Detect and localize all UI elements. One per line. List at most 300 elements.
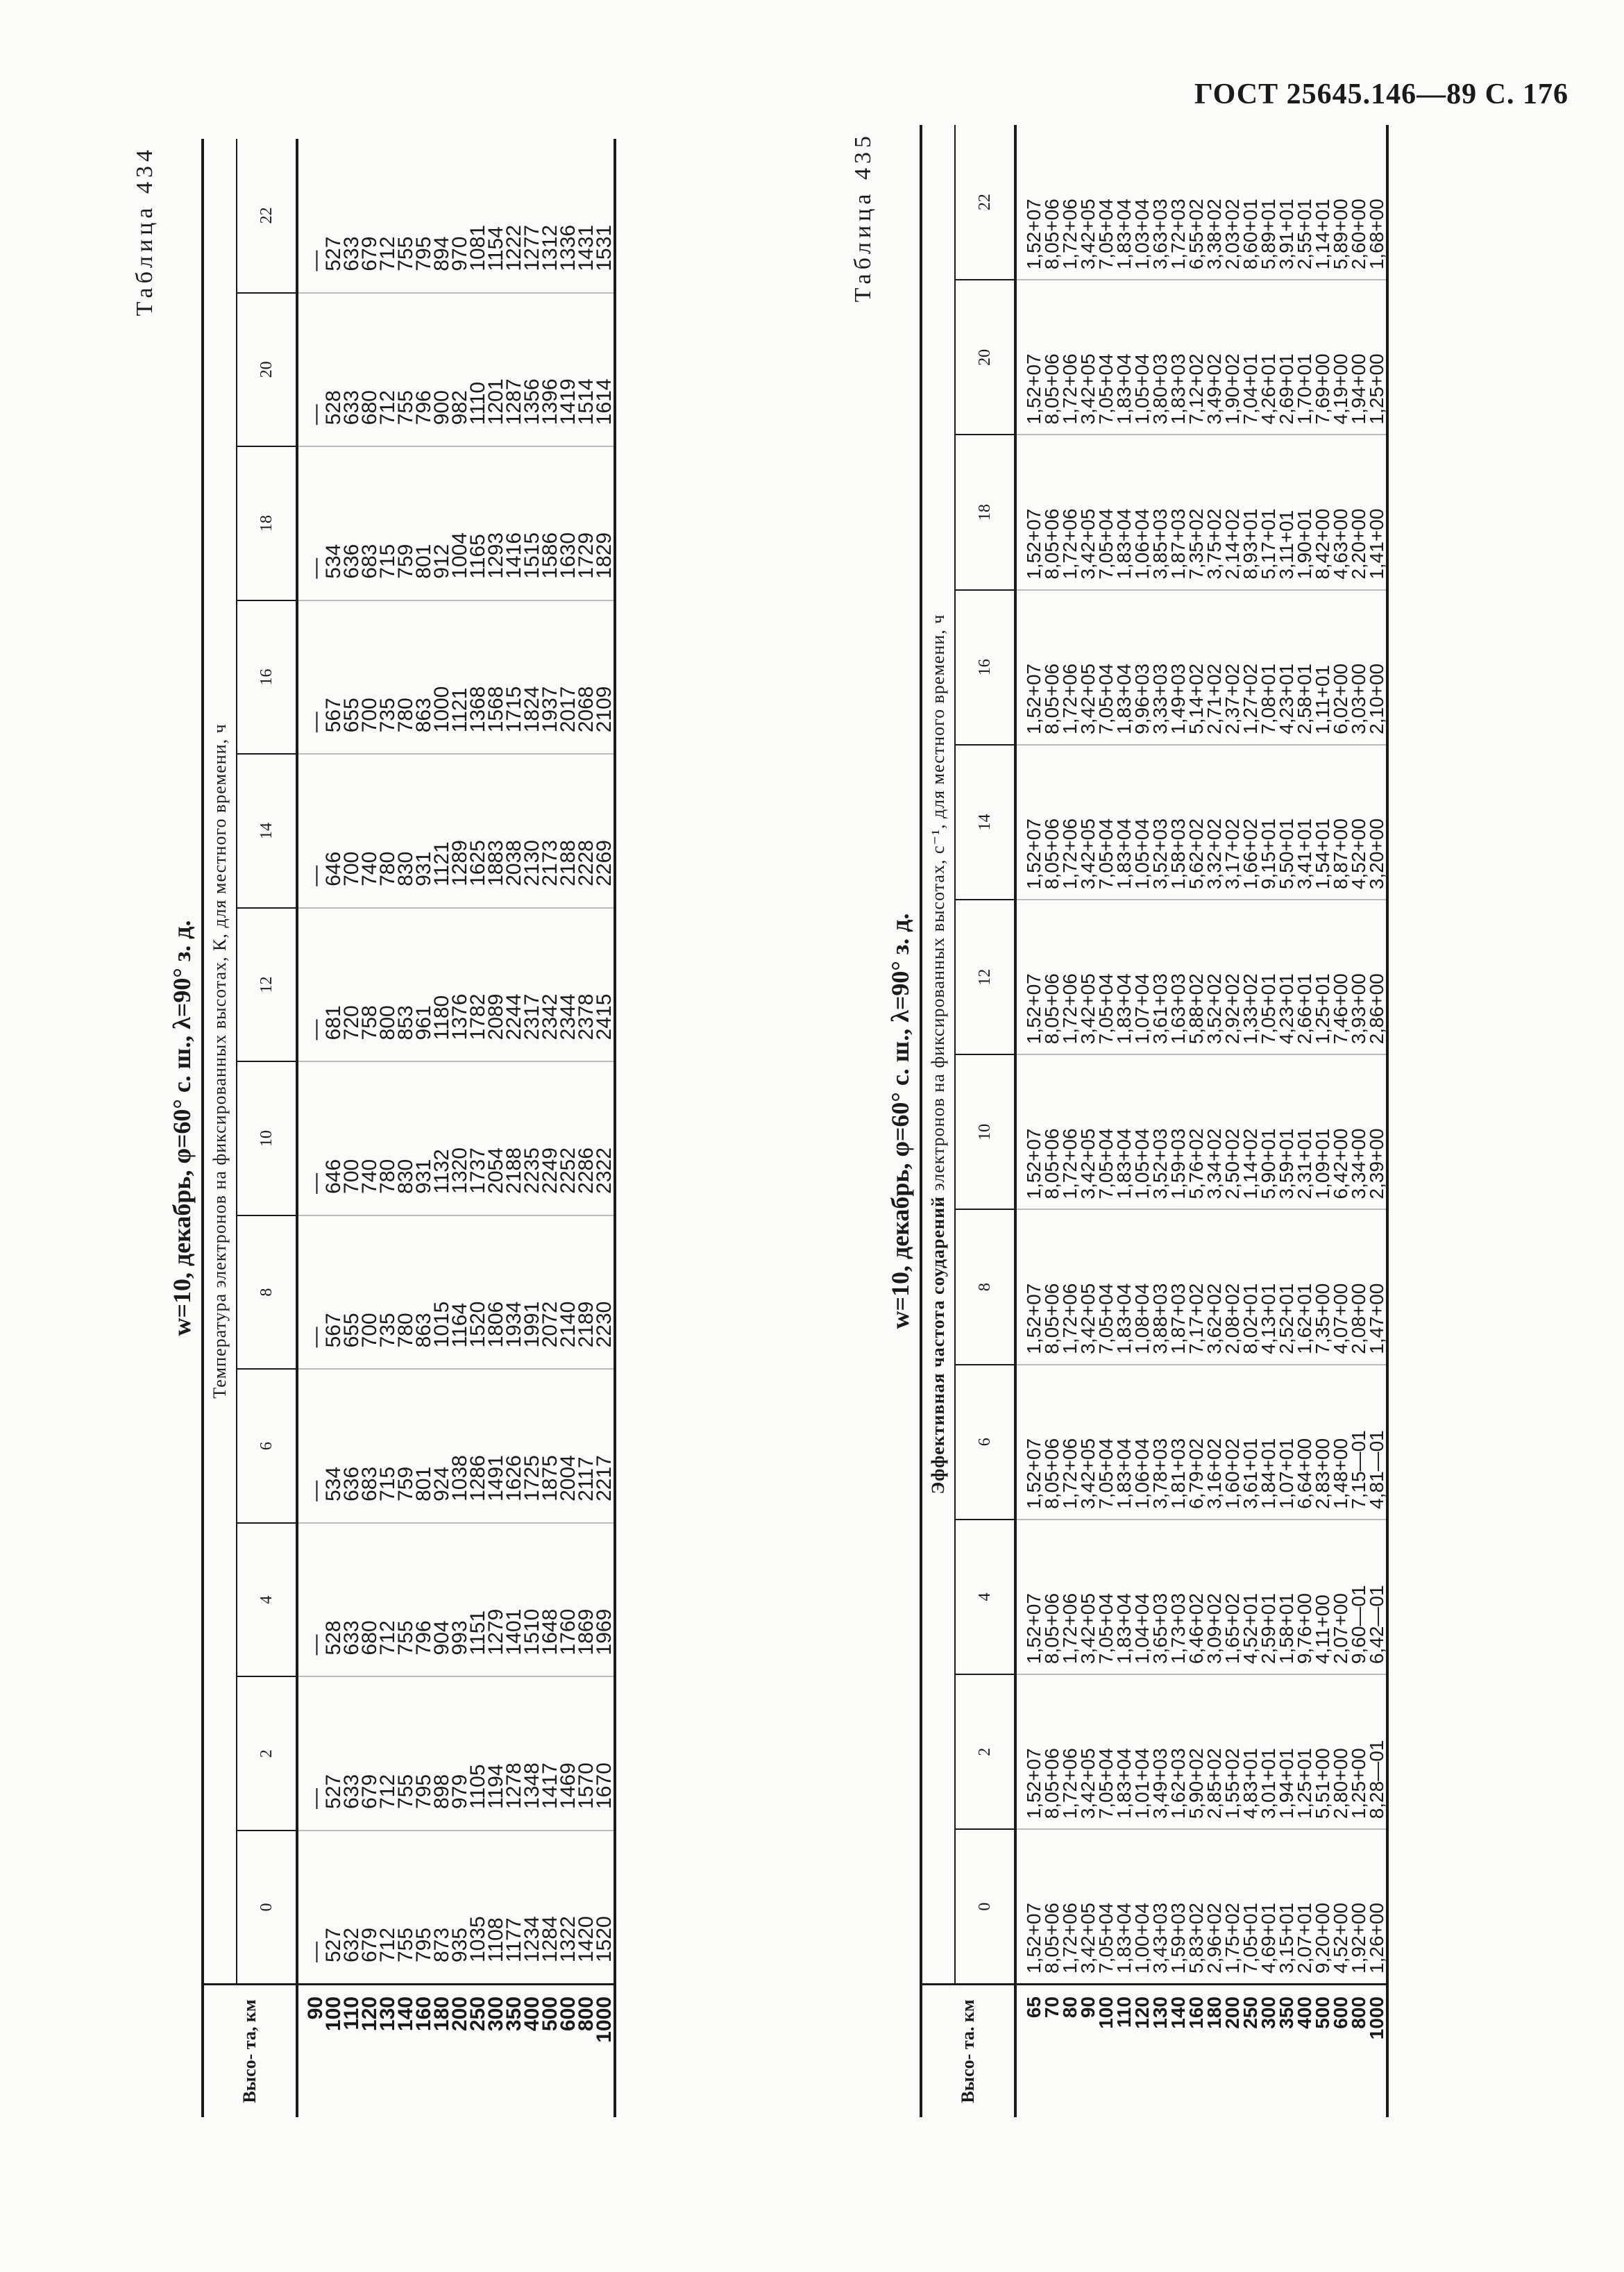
table-cell: 2173 xyxy=(539,840,561,886)
table435-hour-header: 22 xyxy=(955,125,1015,280)
table-cell: 2235 xyxy=(521,1147,543,1194)
table-cell: 6,42—01 xyxy=(1366,1585,1387,1665)
table-cell: 5,90+02 xyxy=(1185,1748,1207,1819)
table-cell: 1,94+00 xyxy=(1348,353,1369,425)
table435-column-14 xyxy=(1015,745,1387,900)
table-cell: 646 xyxy=(322,1159,345,1194)
table-cell: 8,42+00 xyxy=(1312,508,1333,580)
table434-column-4 xyxy=(297,1523,615,1677)
table-cell: 3,03+00 xyxy=(1348,663,1369,734)
table434-column-22 xyxy=(297,139,615,293)
table-cell: 2286 xyxy=(575,1147,598,1194)
table-cell: 1469 xyxy=(557,1762,580,1809)
table-cell: — xyxy=(304,1019,327,1041)
table-cell: 2,83+00 xyxy=(1312,1438,1333,1509)
table-cell: 3,59+01 xyxy=(1276,1128,1297,1200)
table-435 xyxy=(920,125,1389,2117)
table-cell: 527 xyxy=(322,236,345,271)
table-cell: 3,63+03 xyxy=(1149,199,1171,270)
table-cell: 633 xyxy=(340,1774,363,1809)
table-cell: 1,55+02 xyxy=(1221,1748,1243,1819)
table-cell: 961 xyxy=(412,1005,435,1041)
table-cell: 3,65+03 xyxy=(1149,1593,1171,1665)
table-cell: 1,81+03 xyxy=(1167,1438,1189,1509)
table-cell: 755 xyxy=(394,390,417,426)
table-cell: 1,47+00 xyxy=(1366,1283,1387,1354)
table-cell: 1,83+04 xyxy=(1113,973,1135,1045)
table-cell: 830 xyxy=(394,1159,417,1194)
table-cell: 1,07+01 xyxy=(1276,1438,1297,1509)
table-cell: 2,31+01 xyxy=(1294,1128,1315,1200)
table-cell: 3,42+05 xyxy=(1077,973,1099,1045)
table-cell: 1000 xyxy=(430,686,453,733)
table-cell: 1,04+04 xyxy=(1131,1593,1153,1665)
table-cell: 2,37+02 xyxy=(1221,663,1243,734)
table-cell: 8,93+01 xyxy=(1240,508,1261,580)
table-cell: 7,05+01 xyxy=(1240,1903,1261,1974)
table434-hour-header: 16 xyxy=(237,600,297,755)
table435-column-2 xyxy=(1015,1674,1387,1829)
table-cell: 1289 xyxy=(448,840,471,886)
table-cell: 1108 xyxy=(484,1917,507,1962)
table-cell: 1201 xyxy=(484,378,507,426)
altitude-value: 400 xyxy=(521,1996,543,2032)
table-cell: 712 xyxy=(376,1927,399,1962)
table-cell: 1,59+03 xyxy=(1167,1128,1189,1200)
table-cell: 2,50+02 xyxy=(1221,1128,1243,1200)
table-cell: 8,05+06 xyxy=(1041,663,1063,734)
table-cell: 1234 xyxy=(521,1916,543,1962)
table-cell: 1715 xyxy=(502,686,525,733)
table-cell: 5,17+01 xyxy=(1258,508,1279,580)
altitude-value: 160 xyxy=(1185,1996,1207,2029)
table-434-alt-header: Высо- та, км xyxy=(203,1985,297,2118)
table-cell: 1164 xyxy=(448,1302,471,1348)
table-cell: 1491 xyxy=(484,1455,507,1501)
table-cell: 1,83+04 xyxy=(1113,353,1135,425)
table-cell: 900 xyxy=(430,390,453,426)
table-cell: 3,09+02 xyxy=(1203,1593,1225,1665)
table-cell: 2,39+00 xyxy=(1366,1128,1387,1200)
table-cell: 863 xyxy=(412,1313,435,1348)
table-cell: 1670 xyxy=(593,1762,616,1809)
table-cell: 1,06+04 xyxy=(1131,1438,1153,1509)
altitude-value: 800 xyxy=(575,1996,598,2032)
table-cell: 1015 xyxy=(430,1301,453,1348)
table-cell: 9,15+01 xyxy=(1258,818,1279,890)
table-cell: — xyxy=(304,404,327,426)
table-cell: — xyxy=(304,250,327,271)
table-cell: 800 xyxy=(376,1005,399,1041)
table-cell: 2054 xyxy=(484,1147,507,1194)
table-cell: 3,88+03 xyxy=(1149,1283,1171,1354)
table-cell: 873 xyxy=(430,1927,453,1962)
table-cell: 7,08+01 xyxy=(1258,663,1279,734)
table-cell: 796 xyxy=(412,1620,435,1656)
table-cell: 912 xyxy=(430,544,453,579)
table435-hour-header: 2 xyxy=(955,1674,1015,1829)
table-cell: 2,86+00 xyxy=(1366,973,1387,1045)
table-cell: 712 xyxy=(376,236,399,271)
table435-column-6 xyxy=(1015,1365,1387,1520)
altitude-value: 110 xyxy=(1113,1996,1135,2028)
table-cell: 1,83+04 xyxy=(1113,818,1135,890)
table-cell: 1,72+06 xyxy=(1059,199,1081,270)
table-cell: 801 xyxy=(412,544,435,579)
table-cell: 795 xyxy=(412,1927,435,1962)
table-cell: — xyxy=(304,1942,327,1962)
table-cell: 5,51+00 xyxy=(1312,1748,1333,1819)
table-cell: 1,05+04 xyxy=(1131,353,1153,425)
table-cell: 7,05+04 xyxy=(1095,1283,1117,1354)
table-cell: 680 xyxy=(358,1620,381,1656)
table-cell: 1760 xyxy=(557,1608,580,1656)
table435-hour-header: 0 xyxy=(955,1829,1015,1984)
altitude-value: 160 xyxy=(412,1996,435,2032)
altitude-value: 200 xyxy=(1221,1996,1243,2029)
table-cell: 2117 xyxy=(575,1456,598,1501)
table-cell: 1376 xyxy=(448,993,471,1041)
table-cell: 712 xyxy=(376,390,399,426)
table-cell: 7,04+01 xyxy=(1240,353,1261,425)
table-cell: 3,49+03 xyxy=(1149,1748,1171,1819)
table-cell: 1875 xyxy=(539,1455,561,1501)
table435-hour-header: 10 xyxy=(955,1054,1015,1209)
table434-column-10 xyxy=(297,1061,615,1215)
table-cell: 755 xyxy=(394,1774,417,1809)
table-cell: 1,72+06 xyxy=(1059,353,1081,425)
table-cell: 1937 xyxy=(539,686,561,733)
table-cell: 712 xyxy=(376,1620,399,1656)
table-cell: 8,02+01 xyxy=(1240,1283,1261,1354)
table-cell: 1,52+07 xyxy=(1023,1283,1044,1354)
table-cell: 1,83+04 xyxy=(1113,508,1135,580)
table-cell: 780 xyxy=(394,698,417,733)
table-cell: 1,72+06 xyxy=(1059,1283,1081,1354)
table-cell: 1824 xyxy=(521,686,543,733)
table-cell: 8,05+06 xyxy=(1041,1903,1063,1974)
table-cell: 633 xyxy=(340,390,363,426)
table-cell: 931 xyxy=(412,851,435,886)
table-cell: 1035 xyxy=(466,1916,489,1962)
table434-hour-header: 12 xyxy=(237,908,297,1062)
table434-hour-header: 20 xyxy=(237,293,297,447)
table-cell: 1,72+06 xyxy=(1059,818,1081,890)
table-cell: 1,25+01 xyxy=(1312,973,1333,1045)
table-cell: 801 xyxy=(412,1466,435,1501)
table434-hour-header: 18 xyxy=(237,446,297,600)
table-cell: 528 xyxy=(322,1620,345,1656)
table-cell: 2,08+00 xyxy=(1348,1283,1369,1354)
table-cell: 1648 xyxy=(539,1608,561,1656)
table-cell: 1,52+07 xyxy=(1023,663,1044,734)
table-cell: 1,87+03 xyxy=(1167,1283,1189,1354)
table-cell: 2,14+02 xyxy=(1221,508,1243,580)
table435-column-12 xyxy=(1015,900,1387,1054)
table-cell: 1431 xyxy=(575,224,598,271)
table-cell: 830 xyxy=(394,851,417,886)
table-cell: 2068 xyxy=(575,686,598,733)
table-cell: 1,26+00 xyxy=(1366,1903,1387,1974)
table-435-group-header xyxy=(921,125,955,1985)
table-cell: 1,90+02 xyxy=(1221,353,1243,425)
table-cell: 1,07+04 xyxy=(1131,973,1153,1045)
table-cell: 795 xyxy=(412,236,435,271)
table-cell: 2,66+01 xyxy=(1294,973,1315,1045)
table-cell: 1,72+06 xyxy=(1059,1128,1081,1200)
table434-hour-header: 6 xyxy=(237,1369,297,1523)
table-cell: 715 xyxy=(376,544,399,579)
table-cell: 1,83+04 xyxy=(1113,1283,1135,1354)
table-cell: 3,32+02 xyxy=(1203,818,1225,890)
table435-hour-header: 12 xyxy=(955,900,1015,1054)
table-cell: 1568 xyxy=(484,686,507,733)
table-cell: 1,52+07 xyxy=(1023,818,1044,890)
table-cell: 2,10+00 xyxy=(1366,663,1387,734)
table-cell: 3,34+00 xyxy=(1348,1128,1369,1200)
table-cell: 700 xyxy=(358,698,381,733)
table-cell: — xyxy=(304,1327,327,1348)
table434-column-20 xyxy=(297,293,615,447)
table-cell: 534 xyxy=(322,544,345,579)
table435-column-4 xyxy=(1015,1520,1387,1674)
table-cell: 5,89+01 xyxy=(1258,199,1279,270)
table-cell: 759 xyxy=(394,1466,417,1501)
table-cell: 3,42+05 xyxy=(1077,663,1099,734)
table-cell: — xyxy=(304,1480,327,1501)
table434-column-2 xyxy=(297,1676,615,1831)
table435-hour-header: 4 xyxy=(955,1520,1015,1674)
table-cell: 7,05+04 xyxy=(1095,1903,1117,1974)
table-cell: 1419 xyxy=(557,378,580,426)
table-cell: 8,05+06 xyxy=(1041,973,1063,1045)
table-cell: 1969 xyxy=(593,1608,616,1656)
table-cell: 1,87+03 xyxy=(1167,508,1189,580)
page-header: ГОСТ 25645.146—89 С. 176 xyxy=(1194,78,1568,110)
table-cell: 1,72+06 xyxy=(1059,1903,1081,1974)
table-cell: 3,17+02 xyxy=(1221,818,1243,890)
table-cell: 1,90+01 xyxy=(1294,508,1315,580)
table-cell: 1420 xyxy=(575,1916,598,1962)
table-cell: 1,05+04 xyxy=(1131,1128,1153,1200)
table-cell: 1194 xyxy=(484,1764,507,1809)
table434-hour-header: 22 xyxy=(237,139,297,293)
altitude-value: 500 xyxy=(539,1996,561,2032)
altitude-value: 100 xyxy=(322,1996,345,2032)
table-cell: 1,72+06 xyxy=(1059,663,1081,734)
table-cell: 1,08+04 xyxy=(1131,1283,1153,1354)
table-cell: 1869 xyxy=(575,1608,598,1656)
table-cell: 4,26+01 xyxy=(1258,353,1279,425)
table-cell: 715 xyxy=(376,1466,399,1501)
table-cell: 7,05+04 xyxy=(1095,973,1117,1045)
table-cell: 9,60—01 xyxy=(1348,1585,1369,1665)
table-cell: 3,75+02 xyxy=(1203,508,1225,580)
table-cell: 1515 xyxy=(521,532,543,579)
table-cell: 4,23+01 xyxy=(1276,663,1297,734)
table-cell: 2,08+02 xyxy=(1221,1283,1243,1354)
table-cell: 1356 xyxy=(521,378,543,426)
table-cell: 1177 xyxy=(502,1917,525,1962)
table-cell: 8,05+06 xyxy=(1041,353,1063,425)
table-cell: 1,52+07 xyxy=(1023,1748,1044,1819)
table-cell: 5,89+00 xyxy=(1330,199,1351,270)
table-cell: 1,05+04 xyxy=(1131,818,1153,890)
table-cell: 759 xyxy=(394,544,417,579)
table-cell: 1320 xyxy=(448,1147,471,1194)
table-cell: — xyxy=(304,557,327,579)
table-cell: 1,25+00 xyxy=(1366,353,1387,425)
table-cell: 700 xyxy=(340,1159,363,1194)
table-435-title: w=10, декабрь, φ=60° с. ш., λ=90° з. д. xyxy=(886,913,914,1329)
table-cell: — xyxy=(304,1787,327,1809)
table-cell: 2,03+02 xyxy=(1221,199,1243,270)
table-cell: 1,58+01 xyxy=(1276,1593,1297,1665)
table-cell: 1,25+00 xyxy=(1348,1748,1369,1819)
table-cell: 2,20+00 xyxy=(1348,508,1369,580)
table-cell: 683 xyxy=(358,1466,381,1501)
table-cell: 655 xyxy=(340,1313,363,1348)
table434-hour-header: 10 xyxy=(237,1061,297,1215)
table-cell: 2038 xyxy=(502,840,525,886)
table435-hour-header: 18 xyxy=(955,435,1015,589)
table-434 xyxy=(201,139,616,2117)
table-cell: — xyxy=(304,1634,327,1656)
table-cell: 780 xyxy=(376,1159,399,1194)
table-cell: 2,69+01 xyxy=(1276,353,1297,425)
table-cell: 3,01+01 xyxy=(1258,1748,1279,1819)
table-cell: 7,69+00 xyxy=(1312,353,1333,425)
table-cell: 1614 xyxy=(593,378,616,426)
table-cell: 2004 xyxy=(557,1455,580,1501)
table-cell: 2244 xyxy=(502,993,525,1041)
table-cell: 1520 xyxy=(593,1916,616,1962)
table-cell: 7,05+04 xyxy=(1095,199,1117,270)
table-cell: 2,52+01 xyxy=(1276,1283,1297,1354)
table-434-group-header: Температура электронов на фиксированных высотах, К, для местного времени, ч xyxy=(203,139,237,1985)
table-cell: 1,83+04 xyxy=(1113,1128,1135,1200)
table-cell: 4,69+01 xyxy=(1258,1903,1279,1974)
table-cell: 780 xyxy=(376,851,399,886)
table-cell: 993 xyxy=(448,1620,471,1656)
table-cell: 1,52+07 xyxy=(1023,1593,1044,1665)
table-cell: 1829 xyxy=(593,532,616,579)
table-cell: 4,63+00 xyxy=(1330,508,1351,580)
table-cell: 1,83+04 xyxy=(1113,1438,1135,1509)
table-cell: 1725 xyxy=(521,1455,543,1501)
table-cell: 2140 xyxy=(557,1301,580,1348)
table435-column-8 xyxy=(1015,1209,1387,1364)
table-cell: 5,14+02 xyxy=(1185,663,1207,734)
altitude-value: 130 xyxy=(1149,1996,1171,2029)
table-cell: 3,85+03 xyxy=(1149,508,1171,580)
table-cell: 4,11+00 xyxy=(1312,1594,1333,1665)
table-cell: 3,42+05 xyxy=(1077,818,1099,890)
altitude-value: 180 xyxy=(1203,1996,1225,2029)
table-cell: 567 xyxy=(322,698,345,733)
table-cell: 2269 xyxy=(593,840,616,886)
table-cell: 7,46+00 xyxy=(1330,973,1351,1045)
table-cell: 5,83+02 xyxy=(1185,1903,1207,1974)
table-cell: 4,19+00 xyxy=(1330,353,1351,425)
table-cell: 863 xyxy=(412,698,435,733)
table-cell: 1,72+06 xyxy=(1059,1438,1081,1509)
table435-column-0 xyxy=(1015,1829,1387,1984)
table-cell: 2415 xyxy=(593,993,616,1041)
table-cell: 1,72+06 xyxy=(1059,1593,1081,1665)
table-cell: — xyxy=(304,1172,327,1194)
table-cell: 3,52+03 xyxy=(1149,818,1171,890)
table-cell: 1284 xyxy=(539,1916,561,1962)
table-cell: 712 xyxy=(376,1774,399,1809)
table-cell: 2,60+00 xyxy=(1348,199,1369,270)
table435-column-20 xyxy=(1015,280,1387,435)
table-cell: 1121 xyxy=(430,841,453,886)
table-cell: 1,66+02 xyxy=(1240,818,1261,890)
table434-column-0 xyxy=(297,1831,615,1985)
altitude-value: 120 xyxy=(1131,1996,1153,2029)
table-cell: 1336 xyxy=(557,224,580,271)
table-cell: 9,96+03 xyxy=(1131,663,1153,734)
table-cell: 1,83+03 xyxy=(1167,353,1189,425)
table-cell: 2322 xyxy=(593,1147,616,1194)
table-cell: 636 xyxy=(340,1466,363,1501)
table-cell: 2089 xyxy=(484,993,507,1041)
table-cell: 3,93+00 xyxy=(1348,973,1369,1045)
table-cell: 3,34+02 xyxy=(1203,1128,1225,1200)
table435-column-22 xyxy=(1015,125,1387,280)
table-cell: 2189 xyxy=(575,1301,598,1348)
table-cell: 2188 xyxy=(557,840,580,886)
table-cell: 6,46+02 xyxy=(1185,1593,1207,1665)
table-cell: 1,72+06 xyxy=(1059,1748,1081,1819)
table434-altitude-column xyxy=(297,1985,615,2118)
table-cell: 1883 xyxy=(484,840,507,886)
table-cell: 1038 xyxy=(448,1455,471,1501)
table-cell: 1,52+07 xyxy=(1023,973,1044,1045)
table-cell: 1,48+00 xyxy=(1330,1438,1351,1509)
table-cell: 2,59+01 xyxy=(1258,1593,1279,1665)
table-cell: 5,88+02 xyxy=(1185,973,1207,1045)
table-cell: 7,12+02 xyxy=(1185,353,1207,425)
table435-hour-header: 16 xyxy=(955,590,1015,745)
table-cell: 1,83+04 xyxy=(1113,663,1135,734)
altitude-value: 400 xyxy=(1294,1996,1315,2029)
altitude-value: 65 xyxy=(1023,1996,1044,2019)
table-cell: 3,42+05 xyxy=(1077,508,1099,580)
table-cell: 1,00+04 xyxy=(1131,1903,1153,1974)
table434-hour-header: 14 xyxy=(237,754,297,908)
table-cell: 4,81—01 xyxy=(1366,1430,1387,1509)
table-cell: 3,62+02 xyxy=(1203,1283,1225,1354)
table-cell: 1004 xyxy=(448,532,471,579)
table434-hour-header: 0 xyxy=(237,1831,297,1985)
table-cell: 3,61+03 xyxy=(1149,973,1171,1045)
table-cell: 4,52+00 xyxy=(1330,1903,1351,1974)
table-cell: 2,55+01 xyxy=(1294,199,1315,270)
table-cell: 1,65+02 xyxy=(1221,1593,1243,1665)
table-cell: 636 xyxy=(340,544,363,579)
table-cell: 8,05+06 xyxy=(1041,1128,1063,1200)
table-cell: 1278 xyxy=(502,1762,525,1809)
table-cell: 1531 xyxy=(593,224,616,271)
table-cell: 755 xyxy=(394,236,417,271)
table434-column-6 xyxy=(297,1369,615,1523)
altitude-value: 70 xyxy=(1041,1996,1063,2019)
table-cell: 740 xyxy=(358,851,381,886)
table-cell: 3,49+02 xyxy=(1203,353,1225,425)
table-cell: 2072 xyxy=(539,1301,561,1348)
